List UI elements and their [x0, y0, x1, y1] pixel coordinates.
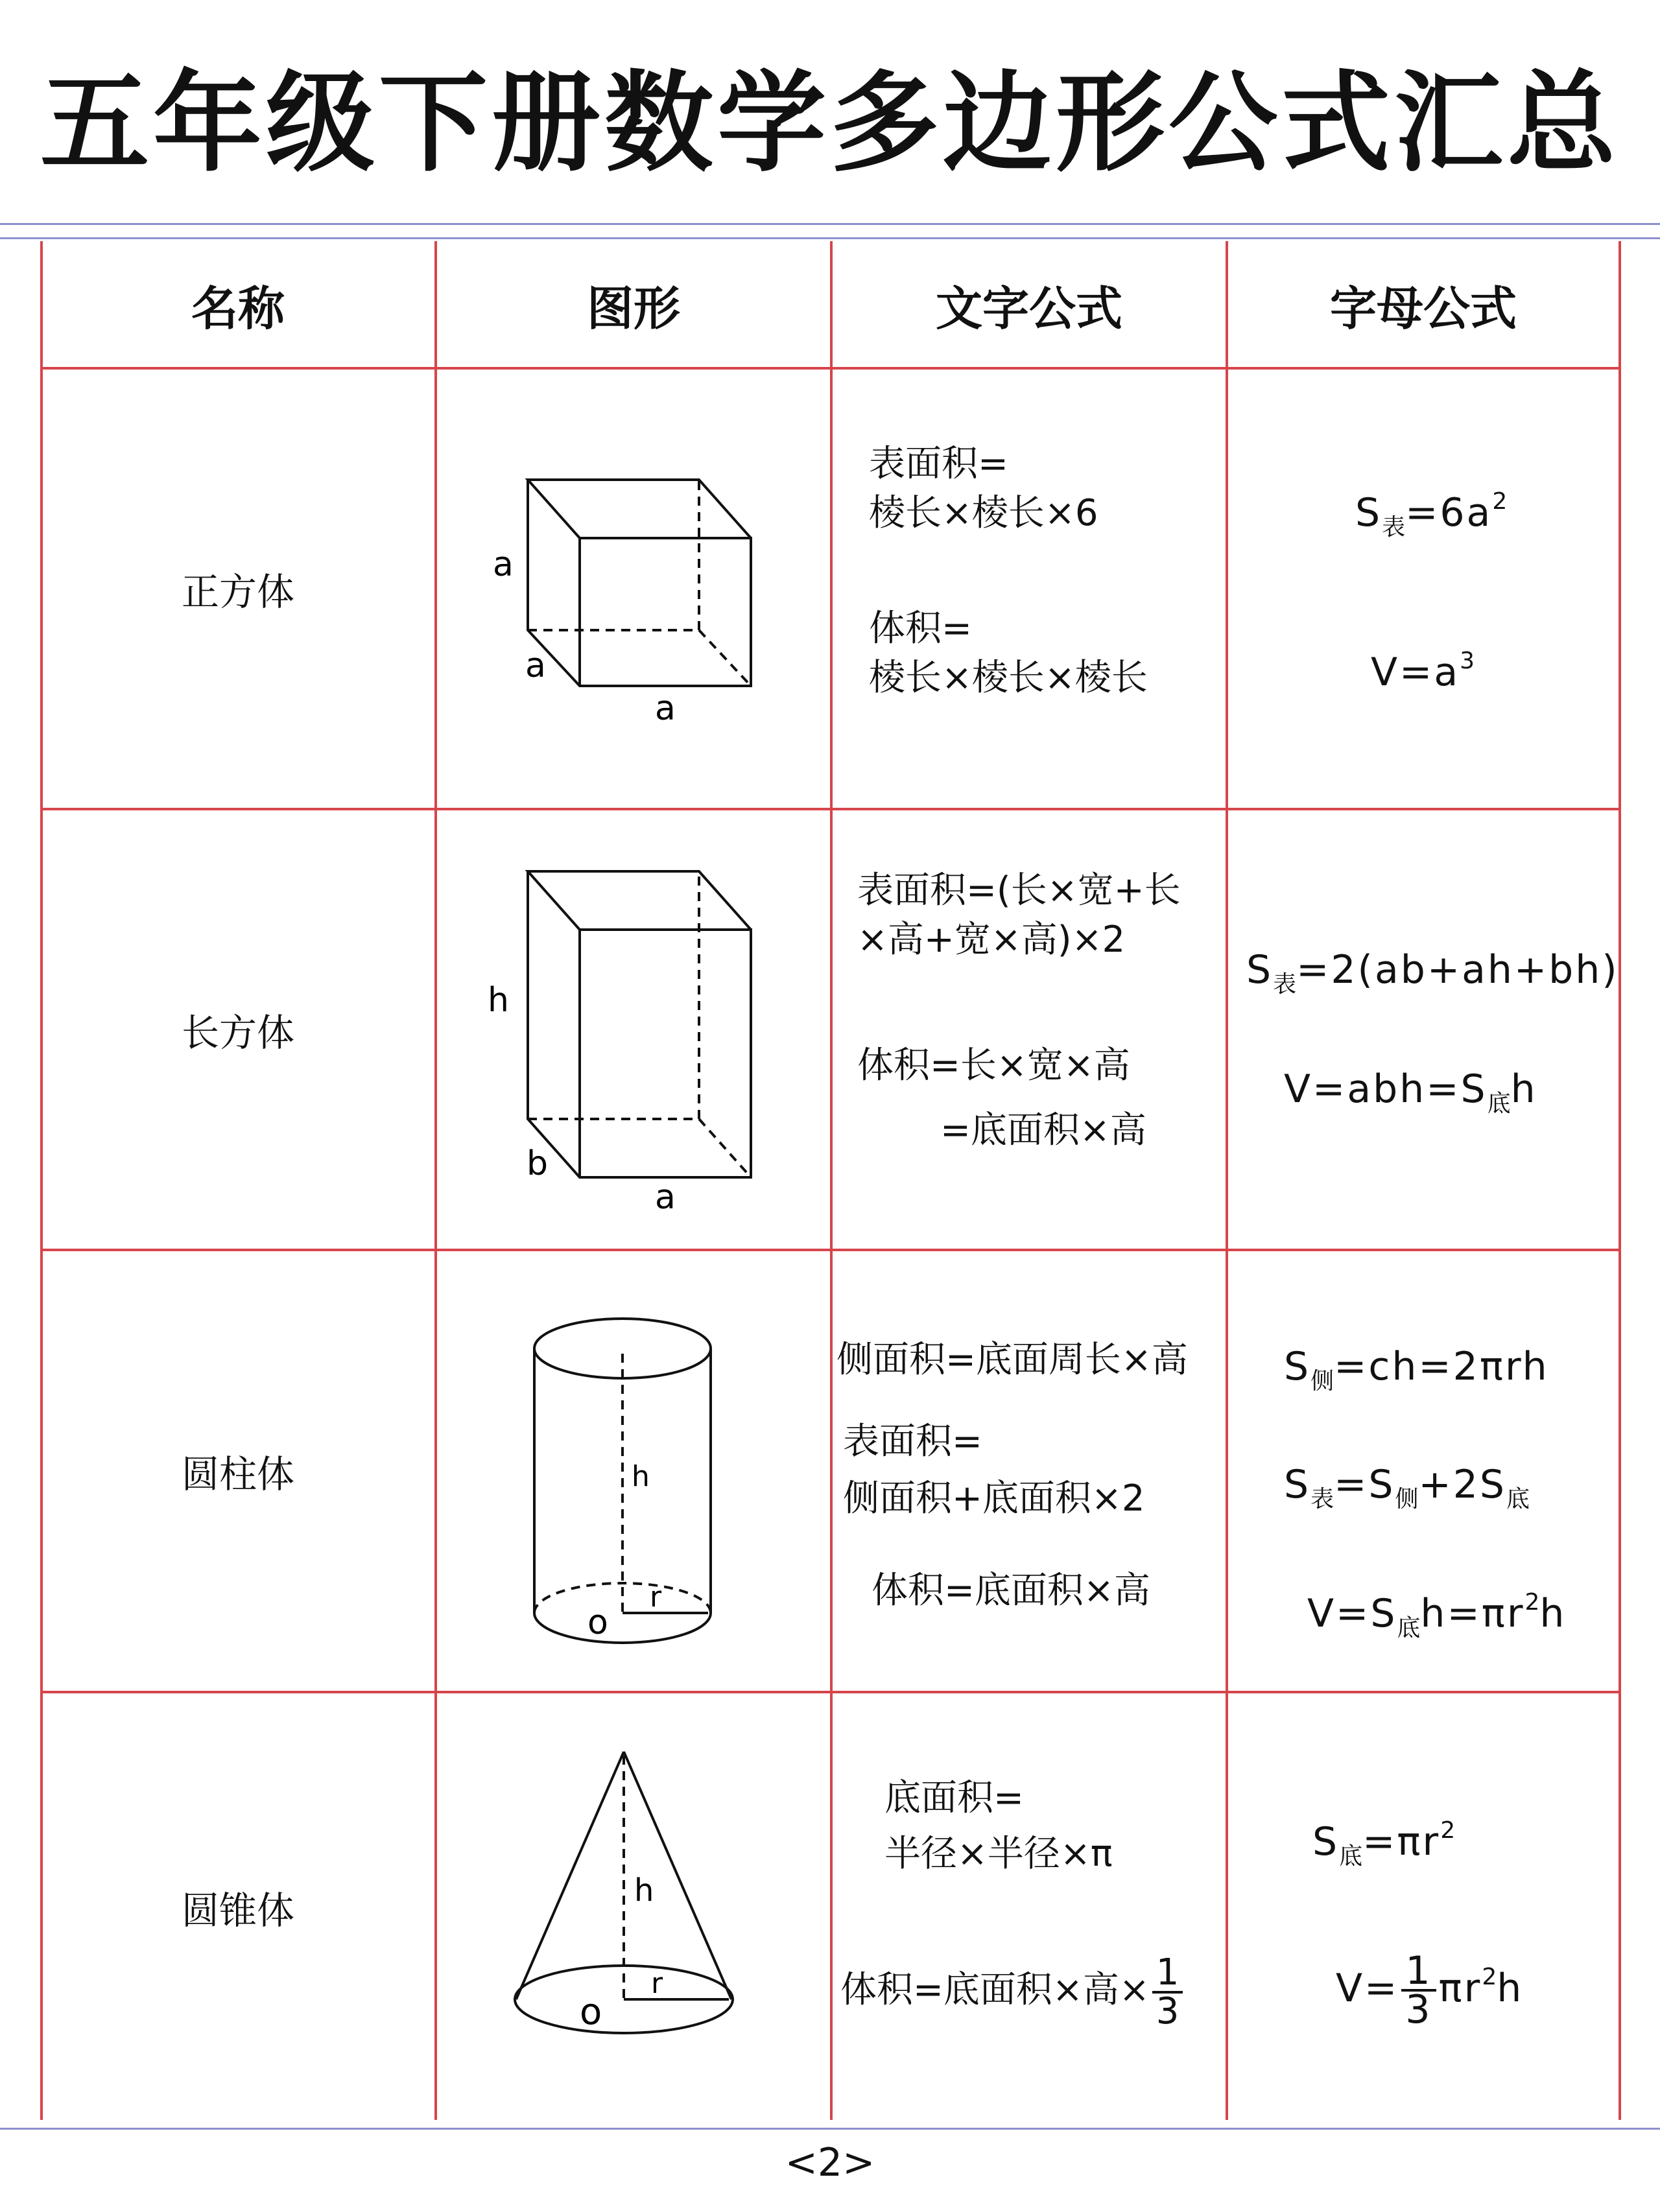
- cuboid-label-b: b: [527, 1144, 549, 1183]
- page-number: <2>: [785, 2140, 875, 2185]
- cube-volume-formula: $V=a^3$: [1371, 648, 1475, 695]
- cone-text-fraction: $\frac{1}{3}$: [1152, 1955, 1183, 2030]
- header-name: 名称: [191, 281, 285, 336]
- cone-label-h: h: [634, 1872, 654, 1909]
- grid-line: [1618, 241, 1621, 2120]
- cone-label-o: o: [580, 1991, 602, 2033]
- cylinder-lateral-formula: $S_侧=ch=2\pi rh$: [1284, 1344, 1549, 1394]
- cylinder-label-h: h: [632, 1460, 650, 1493]
- cone-text-line3: 体积=底面积×高× $\frac{1}{3}$: [840, 1945, 1185, 2036]
- cone-text-line1: 底面积=: [884, 1777, 1024, 1819]
- cube-text-line2: 棱长×棱长×6: [869, 492, 1098, 534]
- title-divider-2: [0, 237, 1660, 239]
- cuboid-text-line1: 表面积=(长×宽+长: [857, 869, 1181, 912]
- cube-surface-formula: $S_表=6a^2$: [1355, 488, 1508, 541]
- row-name-cuboid: 长方体: [181, 1011, 294, 1055]
- grid-line: [830, 241, 833, 2120]
- cylinder-text-line4: 体积=底面积×高: [872, 1570, 1150, 1612]
- cuboid-volume-formula: $V=abh=S_底h$: [1284, 1066, 1537, 1117]
- cylinder-text-line3: 侧面积+底面积×2: [843, 1477, 1145, 1520]
- cuboid-text-line2: ×高+宽×高)×2: [857, 919, 1126, 961]
- cube-label-bottom: a: [655, 689, 676, 728]
- page-title: 五年级下册数学多边形公式汇总: [40, 60, 1620, 187]
- header-figure: 图形: [586, 281, 680, 336]
- cylinder-label-o: o: [587, 1603, 608, 1642]
- title-divider: [0, 223, 1660, 225]
- cuboid-label-h: h: [488, 981, 509, 1020]
- header-text-formula: 文字公式: [935, 281, 1122, 336]
- cuboid-text-line4: =底面积×高: [940, 1109, 1146, 1151]
- cone-volume-formula: V= $\frac{1}{3}$ $\pi r^2h$: [1336, 1948, 1524, 2033]
- cube-text-line1: 表面积=: [869, 443, 1008, 485]
- cylinder-surface-formula: $S_表=S_侧+2S_底$: [1284, 1462, 1530, 1512]
- header-letter-formula: 字母公式: [1329, 281, 1517, 336]
- cone-letter-fraction: $\frac{1}{3}$: [1401, 1953, 1436, 2028]
- cube-label-left: a: [493, 545, 514, 584]
- cone-label-r: r: [651, 1967, 663, 2000]
- cylinder-text-line1: 侧面积=底面周长×高: [836, 1339, 1188, 1381]
- cuboid-surface-formula: $S_表=2(ab+ah+bh)$: [1246, 947, 1619, 998]
- footer-divider: [0, 2128, 1660, 2130]
- row-name-cone: 圆锥体: [181, 1888, 294, 1933]
- row-name-cylinder: 圆柱体: [181, 1452, 294, 1496]
- cuboid-text-line3: 体积=长×宽×高: [857, 1044, 1130, 1087]
- cylinder-label-r: r: [650, 1581, 662, 1614]
- cube-figure: [437, 370, 830, 808]
- cube-text-line4: 棱长×棱长×棱长: [869, 657, 1148, 699]
- row-name-cube: 正方体: [181, 570, 294, 614]
- cone-text-line2: 半径×半径×π: [884, 1833, 1113, 1875]
- cube-label-front: a: [525, 646, 546, 685]
- grid-line: [1226, 241, 1228, 2120]
- cylinder-text-line2: 表面积=: [843, 1420, 982, 1463]
- cylinder-volume-formula: $V=S_底h=\pi r^2h$: [1307, 1589, 1567, 1641]
- cube-text-line3: 体积=: [869, 607, 972, 650]
- cuboid-label-a: a: [655, 1178, 676, 1217]
- cylinder-figure: [437, 1251, 830, 1692]
- cuboid-figure: [437, 810, 830, 1251]
- cone-base-formula: $S_底=\pi r^2$: [1312, 1817, 1456, 1870]
- cone-figure: [437, 1693, 830, 2121]
